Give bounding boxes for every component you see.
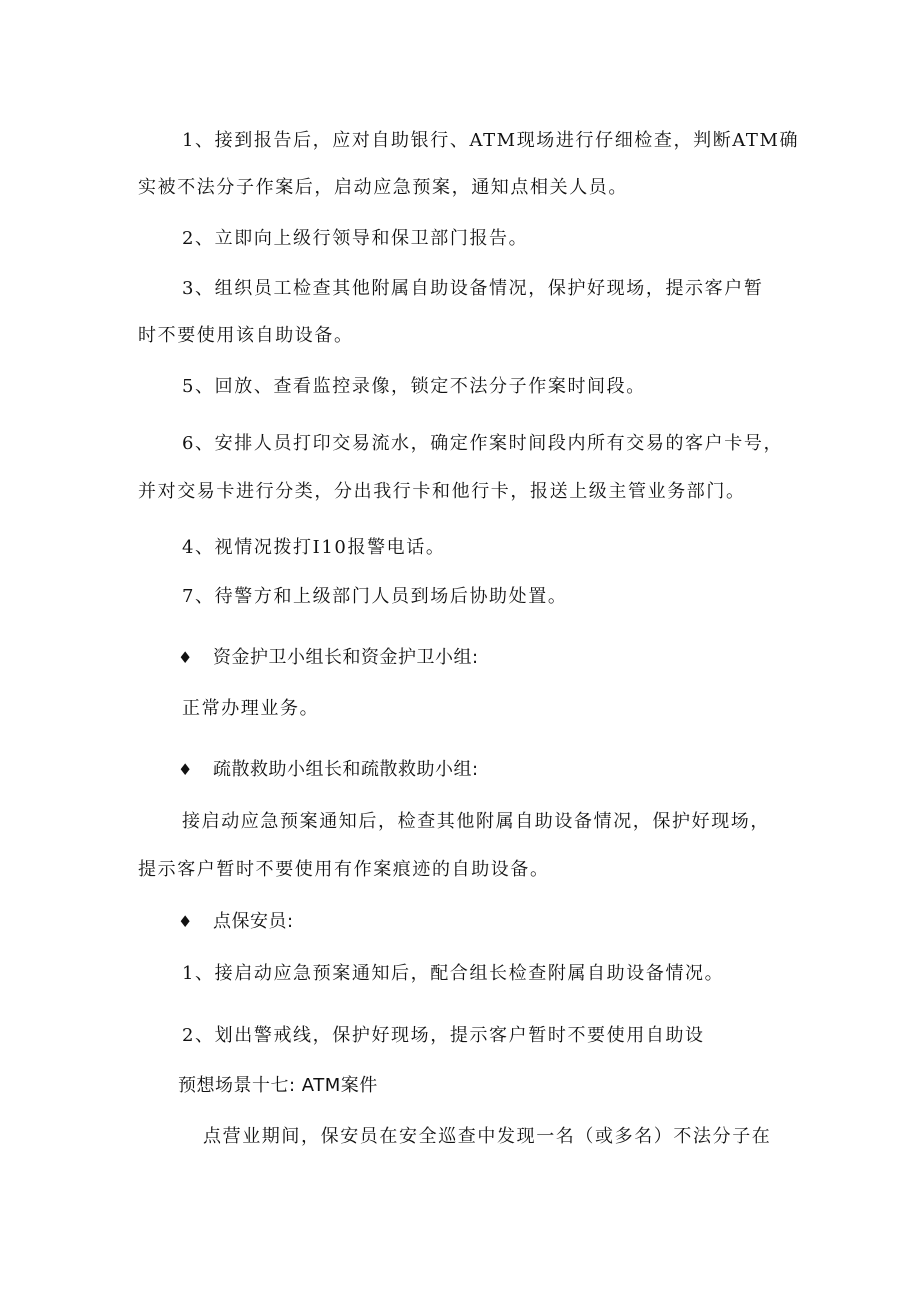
evacuation-line-2: 提示客户暂时不要使用有作案痕迹的自助设备。 xyxy=(138,859,550,880)
paragraph-7: 7、待警方和上级部门人员到场后协助处置。 xyxy=(182,586,568,607)
paragraph-5-line-1: 6、安排人员打印交易流水，确定作案时间段内所有交易的客户卡号， xyxy=(182,433,784,454)
diamond-bullet-icon: ♦ xyxy=(178,912,193,931)
scenario-title: 预想场景十七: ATM案件 xyxy=(178,1075,378,1096)
paragraph-1-line-1: 1、接到报告后，应对自助银行、ATM现场进行仔细检查，判断ATM确 xyxy=(182,130,800,151)
paragraph-1-line-2: 实被不法分子作案后，启动应急预案，通知点相关人员。 xyxy=(138,177,628,198)
paragraph-5-line-2: 并对交易卡进行分类，分出我行卡和他行卡，报送上级主管业务部门。 xyxy=(138,481,746,502)
security-heading: 点保安员: xyxy=(213,911,294,932)
security-line-1: 1、接启动应急预案通知后，配合组长检查附属自助设备情况。 xyxy=(182,963,725,984)
paragraph-3-line-1: 3、组织员工检查其他附属自助设备情况，保护好现场，提示客户暂 xyxy=(182,278,764,299)
paragraph-3-line-2: 时不要使用该自助设备。 xyxy=(138,325,354,346)
security-line-2: 2、划出警戒线，保护好现场，提示客户暂时不要使用自助设 xyxy=(182,1025,705,1046)
evacuation-heading: 疏散救助小组长和疏散救助小组: xyxy=(213,759,479,780)
scenario-intro: 点营业期间，保安员在安全巡查中发现一名（或多名）不法分子在 xyxy=(203,1126,772,1147)
fund-guard-text: 正常办理业务。 xyxy=(182,698,320,719)
paragraph-2: 2、立即向上级行领导和保卫部门报告。 xyxy=(182,228,529,249)
fund-guard-heading: 资金护卫小组长和资金护卫小组: xyxy=(213,647,479,668)
evacuation-line-1: 接启动应急预案通知后，检查其他附属自助设备情况，保护好现场， xyxy=(182,811,770,832)
diamond-bullet-icon: ♦ xyxy=(178,648,193,667)
paragraph-4: 5、回放、查看监控录像，锁定不法分子作案时间段。 xyxy=(182,376,646,397)
diamond-bullet-icon: ♦ xyxy=(178,760,193,779)
paragraph-6: 4、视情况拨打I10报警电话。 xyxy=(182,537,446,558)
